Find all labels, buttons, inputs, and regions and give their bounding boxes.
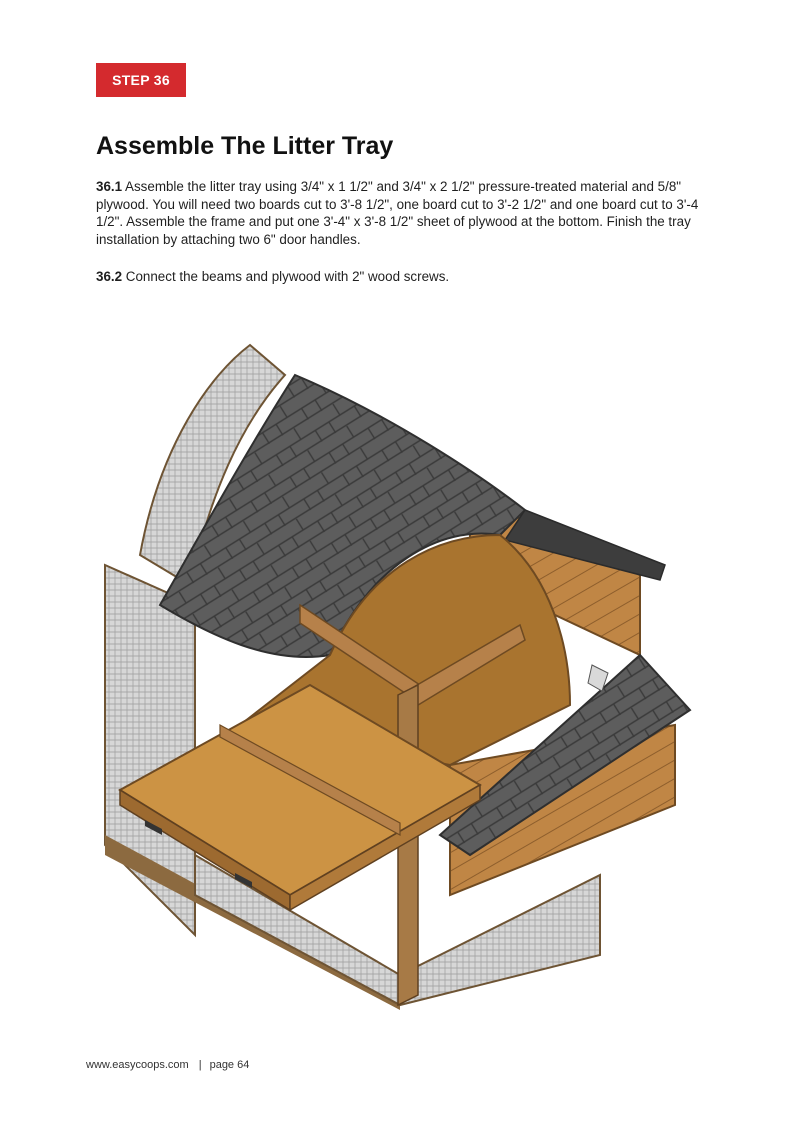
footer-separator: |	[198, 1059, 202, 1071]
footer-website: www.easycoops.com	[86, 1059, 189, 1071]
page-footer	[86, 1059, 249, 1071]
instruction-text: Connect the beams and plywood with 2" wood screws.	[125, 269, 450, 284]
step-badge: STEP 36	[96, 63, 186, 97]
chicken-coop-illustration	[100, 335, 692, 1010]
instruction-36-1	[96, 178, 706, 248]
instruction-number: 36.1	[96, 179, 123, 194]
instruction-text: Assemble the litter tray using 3/4" x 1 1/2" and 3/4" x 2 1/2" pressure-treated material and 5/8" plywood. You will need two boards cut to 3'-8 1/2", one board cut to 3'-2 1/2" and one board cut to 3'-4 1/2". Assemble the frame and put one 3'-4" x 3'-8 1/2" sheet of plywood at the bottom. Finish the tray installation by attaching two 6" door handles.	[96, 179, 699, 247]
instruction-number: 36.2	[96, 269, 123, 284]
page-title: Assemble The Litter Tray	[96, 132, 394, 160]
instruction-36-2	[96, 268, 706, 286]
page-number: page 64	[209, 1059, 250, 1071]
